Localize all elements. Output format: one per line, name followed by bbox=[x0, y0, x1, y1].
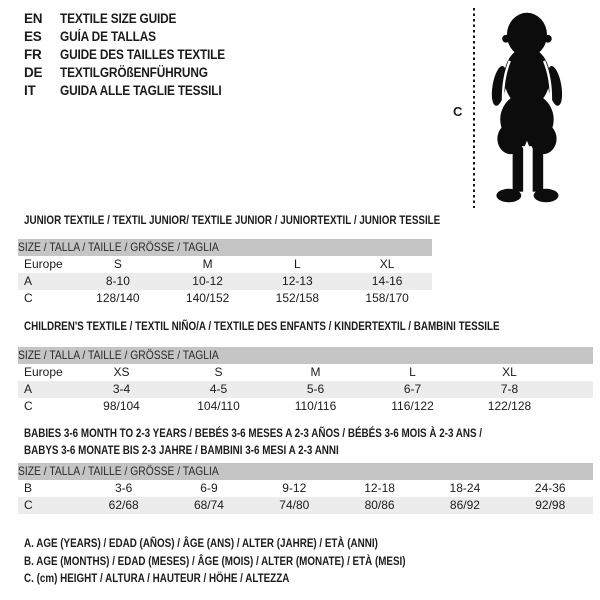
size-table bbox=[18, 239, 432, 307]
size-cell: XS bbox=[113, 365, 130, 379]
size-table bbox=[18, 347, 593, 415]
size-header-row bbox=[18, 463, 593, 480]
size-cell: 158/170 bbox=[365, 291, 409, 305]
filler-cell bbox=[558, 364, 593, 381]
size-cell: 98/104 bbox=[103, 399, 140, 413]
legend-line-a: A. AGE (YEARS) / EDAD (AÑOS) / ÂGE (ANS) / ALTER (JAHRE) / ETÀ (ANNI) bbox=[24, 536, 378, 550]
table-row bbox=[18, 497, 593, 514]
size-cell: 3-6 bbox=[114, 481, 133, 495]
row-label: A bbox=[18, 273, 73, 290]
size-cell: XL bbox=[379, 257, 395, 271]
section-children bbox=[18, 318, 600, 415]
size-header-cell bbox=[18, 239, 432, 256]
section-title bbox=[24, 425, 593, 459]
language-label: GUIDA ALLE TAGLIE TESSILI bbox=[60, 83, 222, 98]
size-cell: 12-18 bbox=[364, 481, 395, 495]
legend-line-c: C. (cm) HEIGHT / ALTURA / HAUTEUR / HÖHE / ALTEZZA bbox=[24, 571, 290, 585]
size-header-label: SIZE / TALLA / TAILLE / GRÖSSE / TAGLIA bbox=[18, 464, 219, 478]
height-measure-dotted-line bbox=[473, 8, 475, 208]
size-cell: 8-10 bbox=[73, 273, 163, 290]
size-cell: 116/122 bbox=[391, 399, 434, 413]
size-cell: 104/110 bbox=[197, 399, 240, 413]
size-cell: 4-5 bbox=[170, 381, 267, 398]
section-title-line bbox=[24, 212, 532, 229]
size-header-cell bbox=[18, 463, 593, 480]
table-row bbox=[18, 398, 593, 415]
language-label: TEXTILE SIZE GUIDE bbox=[60, 11, 177, 26]
section-babies bbox=[18, 425, 593, 514]
size-header-label: SIZE / TALLA / TAILLE / GRÖSSE / TAGLIA bbox=[18, 348, 219, 362]
section-title-text: CHILDREN'S TEXTILE / TEXTIL NIÑO/A / TEXTILE DES ENFANTS / KINDERTEXTIL / BAMBINI TESSILE bbox=[24, 319, 500, 333]
size-cell: 18-24 bbox=[449, 481, 481, 495]
language-code: DE bbox=[24, 65, 43, 80]
size-cell: M bbox=[202, 257, 213, 271]
language-guide-item bbox=[24, 10, 248, 28]
row-label: A bbox=[18, 381, 73, 398]
section-title-text: JUNIOR TEXTILE / TEXTIL JUNIOR/ TEXTILE JUNIOR / JUNIORTEXTIL / JUNIOR TESSILE bbox=[24, 213, 441, 227]
size-cell: S bbox=[214, 365, 223, 379]
size-cell: 80/86 bbox=[337, 497, 422, 514]
language-label: TEXTILGRÖßENFÜHRUNG bbox=[60, 65, 208, 80]
size-cell: 9-12 bbox=[282, 481, 307, 495]
row-label: B bbox=[24, 481, 33, 495]
size-cell: 110/116 bbox=[294, 399, 337, 413]
section-title-line bbox=[24, 442, 593, 459]
size-cell: S bbox=[113, 257, 122, 271]
filler-cell bbox=[558, 381, 593, 398]
size-cell: 3-4 bbox=[73, 381, 170, 398]
language-code: ES bbox=[24, 29, 42, 44]
table-row bbox=[18, 364, 593, 381]
baby-silhouette-icon bbox=[484, 7, 568, 209]
size-cell: XL bbox=[502, 365, 517, 379]
table-row bbox=[18, 290, 432, 307]
size-table bbox=[18, 463, 593, 514]
size-cell: 62/68 bbox=[81, 497, 166, 514]
language-guide-item bbox=[24, 46, 248, 64]
size-cell: 24-36 bbox=[534, 481, 566, 495]
size-header-row bbox=[18, 347, 593, 364]
language-guide-item bbox=[24, 82, 248, 100]
table-row bbox=[18, 273, 432, 290]
size-header-cell bbox=[18, 347, 593, 364]
size-cell: 5-6 bbox=[267, 381, 364, 398]
row-label: C bbox=[24, 399, 33, 413]
size-cell: 14-16 bbox=[342, 273, 432, 290]
language-guide-item bbox=[24, 28, 248, 46]
legend-line-b: B. AGE (MONTHS) / EDAD (MESES) / ÂGE (MOIS) / ALTER (MONATE) / ETÀ (MESI) bbox=[24, 553, 406, 568]
size-cell: 128/140 bbox=[96, 291, 140, 305]
section-junior bbox=[18, 212, 532, 307]
size-cell: 152/158 bbox=[275, 291, 320, 305]
section-title-line bbox=[24, 425, 593, 442]
language-guide-list bbox=[24, 10, 248, 100]
size-cell: 12-13 bbox=[253, 273, 343, 290]
filler-cell bbox=[558, 398, 593, 415]
section-title-text: BABIES 3-6 MONTH TO 2-3 YEARS / BEBÉS 3-6 MESES A 2-3 AÑOS / BÉBÉS 3-6 MOIS À 2-3 ANS / bbox=[24, 426, 483, 440]
row-label: C bbox=[18, 497, 81, 514]
language-code: FR bbox=[24, 47, 42, 62]
size-cell: 7-8 bbox=[461, 381, 558, 398]
size-cell: 6-7 bbox=[364, 381, 461, 398]
size-cell: 74/80 bbox=[252, 497, 337, 514]
size-cell: L bbox=[294, 257, 301, 271]
size-cell: 92/98 bbox=[508, 497, 593, 514]
size-header-row bbox=[18, 239, 432, 256]
language-code: EN bbox=[24, 11, 43, 26]
section-title-line bbox=[24, 318, 600, 335]
row-label: Europe bbox=[24, 365, 63, 379]
row-label: C bbox=[24, 291, 33, 305]
size-cell: 140/152 bbox=[185, 291, 230, 305]
height-measure-label: C bbox=[453, 104, 463, 119]
size-cell: 86/92 bbox=[422, 497, 507, 514]
size-cell: 68/74 bbox=[166, 497, 251, 514]
language-guide-item bbox=[24, 64, 248, 82]
table-row bbox=[18, 381, 593, 398]
section-title bbox=[24, 212, 532, 229]
table-row bbox=[18, 256, 432, 273]
language-code: IT bbox=[24, 83, 36, 98]
measure-legend bbox=[24, 535, 489, 588]
language-label: GUIDE DES TAILLES TEXTILE bbox=[60, 47, 226, 62]
section-title-text: BABYS 3-6 MONATE BIS 2-3 JAHRE / BAMBINI 3-6 MESI A 2-3 ANNI bbox=[24, 443, 339, 457]
language-label: GUÍA DE TALLAS bbox=[60, 29, 156, 44]
size-cell: L bbox=[409, 365, 416, 379]
size-cell: 6-9 bbox=[200, 481, 218, 495]
row-label: Europe bbox=[24, 257, 63, 271]
size-cell: 10-12 bbox=[163, 273, 253, 290]
size-cell: M bbox=[310, 365, 321, 379]
table-row bbox=[18, 480, 593, 497]
size-cell: 122/128 bbox=[487, 399, 532, 413]
size-header-label: SIZE / TALLA / TAILLE / GRÖSSE / TAGLIA bbox=[18, 240, 219, 254]
section-title bbox=[24, 318, 600, 335]
